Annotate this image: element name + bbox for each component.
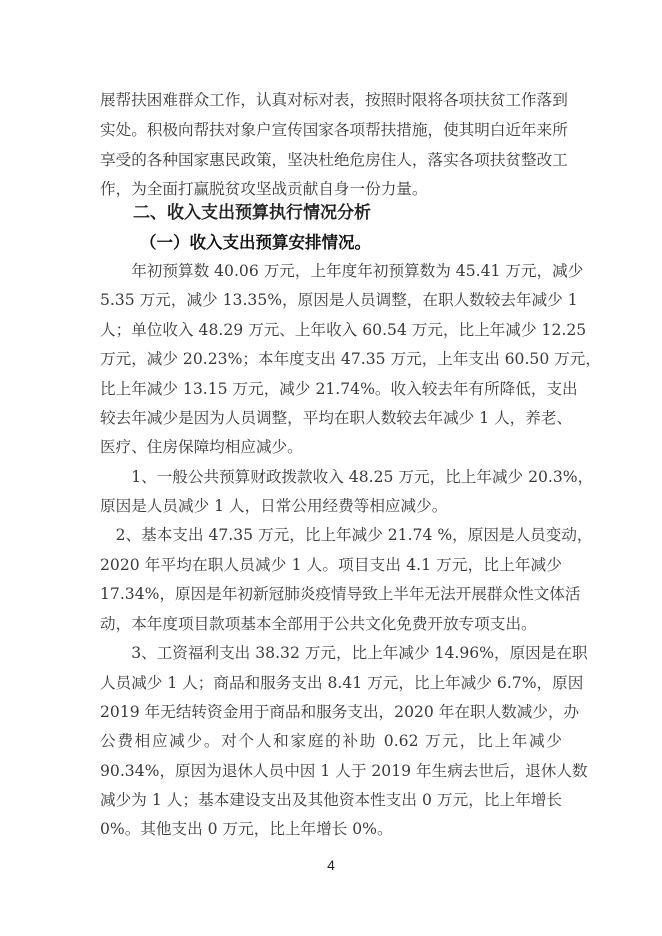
intro-line: 展帮扶困难群众工作，认真对标对表，按照时限将各项扶贫工作落到 bbox=[100, 91, 568, 109]
item1-line: 1、一般公共预算财政拨款收入 48.25 万元，比上年减少 20.3%， bbox=[100, 468, 594, 486]
item3-line: 3、工资福利支出 38.32 万元，比上年减少 14.96%，原因是在职 bbox=[100, 644, 588, 662]
summary-line: 较去年减少是因为人员调整，平均在职人数较去年减少 1 人，养老、 bbox=[100, 409, 573, 427]
item1-line: 原因是人员减少 1 人，日常公用经费等相应减少。 bbox=[100, 497, 448, 515]
intro-line: 作，为全面打赢脱贫攻坚战贡献自身一份力量。 bbox=[100, 180, 428, 198]
summary-line: 医疗、住房保障均相应减少。 bbox=[100, 438, 303, 456]
section-heading: 二、收入支出预算执行情况分析 bbox=[133, 203, 371, 223]
item2-line: 2020 年平均在职人员减少 1 人。项目支出 4.1 万元，比上年减少 bbox=[100, 556, 562, 574]
page-number: 4 bbox=[327, 857, 335, 873]
summary-line: 人；单位收入 48.29 万元、上年收入 60.54 万元，比上年减少 12.25 bbox=[100, 321, 587, 339]
item2-line: 2、基本支出 47.35 万元，比上年减少 21.74 %，原因是人员变动， bbox=[100, 526, 593, 544]
intro-line: 享受的各种国家惠民政策，坚决杜绝危房住人，落实各项扶贫整改工 bbox=[100, 151, 568, 169]
item3-line: 公费相应减少。对个人和家庭的补助 0.62 万元，比上年减少 bbox=[100, 732, 562, 750]
item2-line: 动，本年度项目款项基本全部用于公共文化免费开放专项支出。 bbox=[100, 615, 537, 633]
intro-line: 实处。积极向帮扶对象户宣传国家各项帮扶措施，使其明白近年来所 bbox=[100, 121, 568, 139]
summary-line: 5.35 万元，减少 13.35%，原因是人员调整，在职人数较去年减少 1 bbox=[100, 291, 578, 309]
subsection-heading: （一）收入支出预算安排情况。 bbox=[140, 233, 371, 252]
item3-line: 2019 年无结转资金用于商品和服务支出，2020 年在职人数减少，办 bbox=[100, 703, 580, 721]
summary-line: 年初预算数 40.06 万元，上年度年初预算数为 45.41 万元，减少 bbox=[100, 262, 584, 280]
item3-line: 人员减少 1 人；商品和服务支出 8.41 万元，比上年减少 6.7%，原因 bbox=[100, 674, 584, 692]
summary-line: 比上年减少 13.15 万元，减少 21.74%。收入较去年有所降低，支出 bbox=[100, 380, 578, 398]
summary-line: 万元，减少 20.23%；本年度支出 47.35 万元，上年支出 60.50 万元， bbox=[100, 350, 601, 368]
item3-line: 减少为 1 人；基本建设支出及其他资本性支出 0 万元，比上年增长 bbox=[100, 791, 562, 809]
item3-line: 0%。其他支出 0 万元，比上年增长 0%。 bbox=[100, 820, 393, 838]
item2-line: 17.34%，原因是年初新冠肺炎疫情导致上半年无法开展群众性文体活 bbox=[100, 585, 581, 603]
item3-line: 90.34%，原因为退休人员中因 1 人于 2019 年生病去世后，退休人数 bbox=[100, 762, 588, 780]
